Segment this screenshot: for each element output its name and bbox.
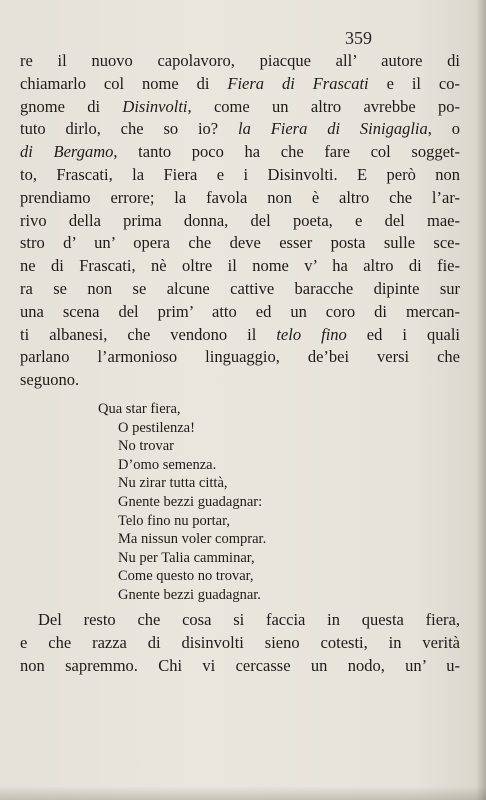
italic-text: la Fiera di Sinigaglia (238, 119, 428, 139)
verse-block (98, 400, 266, 605)
page-edge-shadow (476, 0, 486, 800)
verse-line: Gnente bezzi guadagnar. (118, 586, 261, 603)
text-line (20, 346, 460, 369)
text-line (20, 210, 460, 233)
text-line: e che razza di disinvolti sieno cotesti, in verità (20, 633, 460, 652)
verse-line: Telo fino nu portar, (118, 512, 230, 529)
verse-line: O pestilenza! (118, 419, 195, 436)
text-run: ti albanesi, che vendono il (20, 324, 277, 344)
text-line (20, 324, 460, 347)
text-line (20, 164, 460, 187)
text-run: e il co- (368, 73, 461, 93)
text-line (20, 141, 460, 164)
text-run: una scena del prim’ atto ed un coro di mercan- (20, 301, 460, 321)
text-run: tuto dirlo, che so io? (20, 119, 238, 139)
text-line: non sapremmo. Chi vi cercasse un nodo, un’ u- (20, 656, 460, 675)
text-run: stro d’ un’ opera che deve esser posta sulle sce- (20, 233, 460, 253)
text-line (20, 96, 460, 119)
text-line: Del resto che cosa si faccia in questa fiera, (38, 610, 460, 629)
italic-text: Disinvolti (122, 96, 188, 116)
verse-line: Ma nissun voler comprar. (118, 531, 267, 548)
text-run: chiamarlo col nome di (20, 73, 228, 93)
text-line (20, 232, 460, 255)
text-run: rivo della prima donna, del poeta, e del mae- (20, 210, 460, 230)
italic-text: Fiera di Frascati (227, 73, 369, 93)
verse-line: No trovar (118, 438, 174, 455)
text-line (20, 278, 460, 301)
verse-line: Qua star fiera, (98, 401, 181, 417)
text-run: parlano l’armonioso linguaggio, de’bei versi che (20, 347, 460, 367)
text-line (20, 369, 460, 392)
italic-text: telo fino (276, 324, 347, 344)
text-run: ra se non se alcune cattive baracche dipinte sur (20, 278, 460, 298)
verse-line: Gnente bezzi guadagnar: (118, 493, 263, 510)
text-line (20, 73, 460, 96)
text-line (20, 187, 460, 210)
text-line (20, 50, 460, 73)
verse-line: Nu per Talia camminar, (118, 549, 255, 566)
text-run: , tanto poco ha che fare col sogget- (113, 142, 460, 162)
text-run: prendiamo errore; la favola non è altro che l’ar- (20, 187, 460, 207)
paragraph-1 (20, 50, 460, 392)
text-line (20, 118, 460, 141)
text-run: re il nuovo capolavoro, piacque all’ autore di (20, 51, 460, 70)
verse-line: D’omo semenza. (118, 456, 217, 473)
page-bottom-shadow (0, 786, 486, 800)
text-run: , o (427, 119, 461, 139)
text-line (20, 255, 460, 278)
verse-line: Come questo no trovar, (118, 568, 254, 585)
text-run: ne di Frascati, nè oltre il nome v’ ha altro di fie- (20, 256, 460, 276)
page-number: 359 (345, 28, 372, 48)
text-line (20, 301, 460, 324)
text-run: , come un altro avrebbe po- (187, 96, 460, 116)
text-run: gnome di (20, 96, 123, 116)
paragraph-2 (20, 608, 460, 677)
text-run: seguono. (20, 370, 80, 390)
verse-line: Nu zirar tutta città, (118, 475, 228, 492)
text-run: ed i quali (346, 324, 460, 344)
italic-text: di Bergamo (20, 142, 114, 162)
text-run: to, Frascati, la Fiera e i Disinvolti. E però non (20, 164, 460, 184)
